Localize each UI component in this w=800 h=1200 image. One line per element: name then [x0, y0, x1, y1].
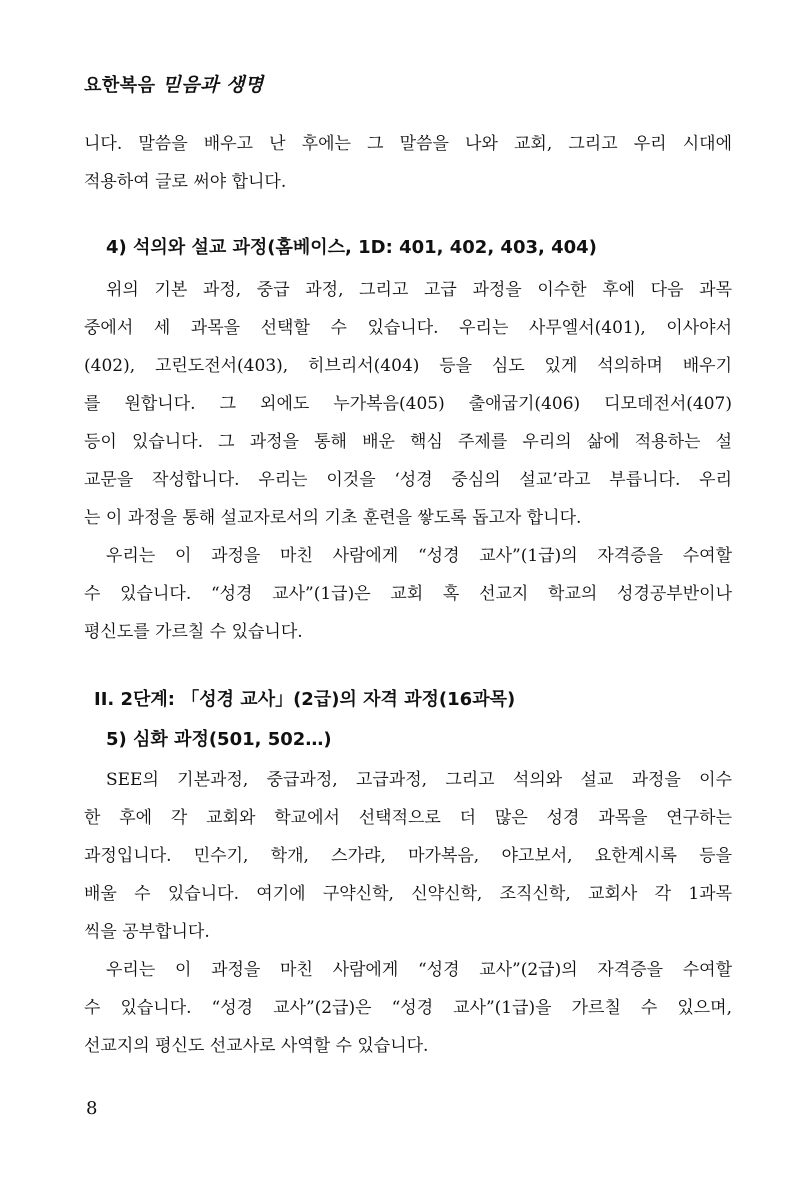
text-line: 배울 수 있습니다. 여기에 구약신학, 신약신학, 조직신학, 교회사 각 1과목: [84, 884, 732, 904]
section-heading-ii: II. 2단계: 「성경 교사」(2급)의 자격 과정(16과목): [94, 689, 516, 710]
text-line: 교문을 작성합니다. 우리는 이것을 ‘성경 중심의 설교’라고 부릅니다. 우리: [84, 470, 732, 490]
text-line: 수 있습니다. “성경 교사”(2급)은 “성경 교사”(1급)을 가르칠 수 있으며,: [84, 998, 732, 1018]
text-line: 한 후에 각 교회와 학교에서 선택적으로 더 많은 성경 과목을 연구하는: [84, 808, 732, 828]
text-line: 는 이 과정을 통해 설교자로서의 기초 훈련을 쌓도록 돕고자 합니다.: [84, 508, 582, 528]
text-line: SEE의 기본과정, 중급과정, 고급과정, 그리고 석의와 설교 과정을 이수: [106, 770, 732, 790]
text-line: 위의 기본 과정, 중급 과정, 그리고 고급 과정을 이수한 후에 다음 과목: [106, 280, 732, 300]
text-line: 선교지의 평신도 선교사로 사역할 수 있습니다.: [84, 1036, 429, 1056]
page-number: 8: [86, 1098, 98, 1119]
text-line: 평신도를 가르칠 수 있습니다.: [84, 622, 303, 642]
text-line: 우리는 이 과정을 마친 사람에게 “성경 교사”(1급)의 자격증을 수여할: [106, 546, 732, 566]
subsection-heading-4: 4) 석의와 설교 과정(홈베이스, 1D: 401, 402, 403, 404): [106, 237, 597, 258]
text-line: (402), 고린도전서(403), 히브리서(404) 등을 심도 있게 석의하며 배우기: [84, 356, 732, 376]
text-line: 씩을 공부합니다.: [84, 922, 210, 942]
text-line: 니다. 말씀을 배우고 난 후에는 그 말씀을 나와 교회, 그리고 우리 시대에: [84, 134, 732, 154]
text-line: 등이 있습니다. 그 과정을 통해 배운 핵심 주제를 우리의 삶에 적용하는 설: [84, 432, 732, 452]
running-header: [84, 70, 264, 97]
text-line: 과정입니다. 민수기, 학개, 스가랴, 마가복음, 야고보서, 요한계시록 등을: [84, 846, 732, 866]
subsection-heading-5: 5) 심화 과정(501, 502…): [106, 729, 332, 750]
text-line: 수 있습니다. “성경 교사”(1급)은 교회 혹 선교지 학교의 성경공부반이나: [84, 584, 732, 604]
text-line: 중에서 세 과목을 선택할 수 있습니다. 우리는 사무엘서(401), 이사야서: [84, 318, 732, 338]
running-header-subtitle: 믿음과 생명: [162, 74, 264, 96]
text-line: 우리는 이 과정을 마친 사람에게 “성경 교사”(2급)의 자격증을 수여할: [106, 960, 732, 980]
text-line: 적용하여 글로 써야 합니다.: [84, 172, 287, 192]
text-line: 를 원합니다. 그 외에도 누가복음(405) 출애굽기(406) 디모데전서(407): [84, 394, 732, 414]
running-header-book: 요한복음: [84, 75, 156, 96]
